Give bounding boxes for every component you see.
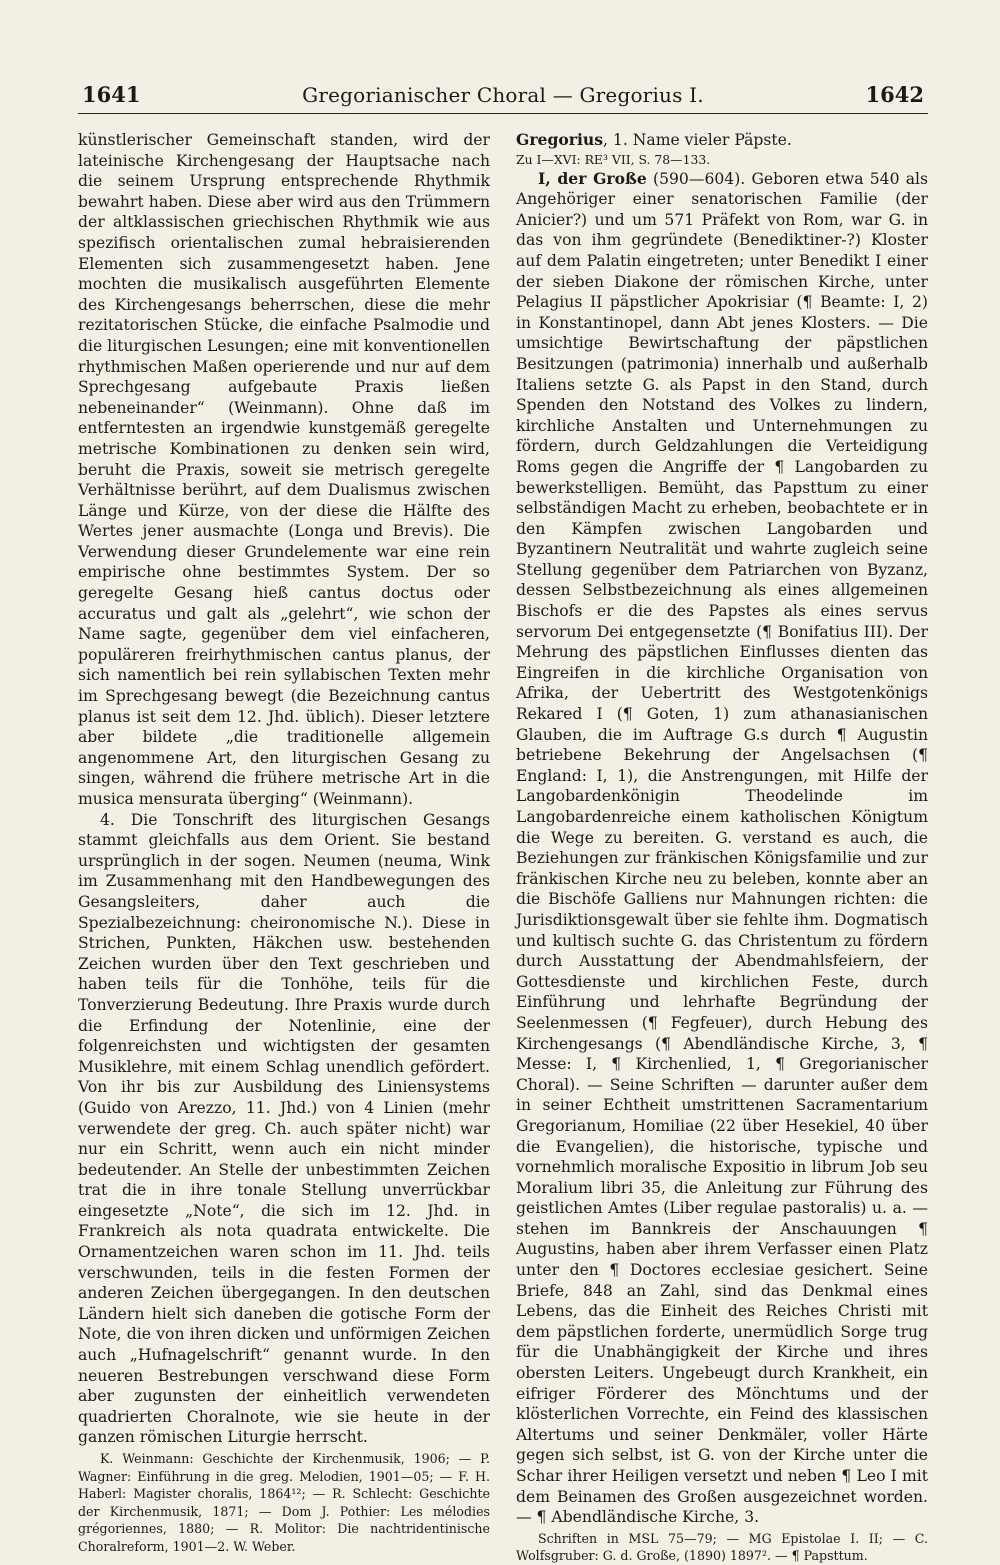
gregorius-i-heading: I, der Große <box>538 168 647 188</box>
right-column-number: 1642 <box>865 82 924 107</box>
gregorius-i-paragraph <box>516 169 928 1528</box>
running-head <box>78 82 928 114</box>
choral-bibliography: K. Weinmann: Geschichte der Kirchenmusik, 1906; — P. Wagner: Einführung in die greg. Melodien, 1901—05; — F. H. Haberl: Magister choralis, 1864¹²; — R. Schlecht: Geschichte der Kirchenmusik, 1871; — Dom J. Pothier: Les mélodies grégoriennes, 1880; — R. Molitor: Die nachtridentinische Choralreform, 1901—2. W. Weber. <box>78 1451 490 1554</box>
right-column <box>516 130 928 1565</box>
gregorius-entry-heading <box>516 130 928 151</box>
gregorius-i-text: (590—604). Geboren etwa 540 als Angehöriger einer senatorischen Familie (der Anicier?) und um 571 Präfekt von Rom, war G. in das von ihm gegründete (Benediktiner-?) Kloster auf dem Palatin eingetreten; unter Benedikt I einer der sieben Diakone der römischen Kirche, unter Pelagius II päpstlicher Apokrisiar (¶ Beamte: I, 2) in Konstantinopel, dann Abt jenes Klosters. — Die umsichtige Bewirtschaftung der päpstlichen Besitzungen (patrimonia) innerhalb und außerhalb Italiens setzte G. als Papst in den Stand, durch Spenden den Notstand des Volkes zu lindern, kirchliche Anstalten und Unternehmungen zu fördern, durch Geldzahlungen die Verteidigung Roms gegen die Angriffe der ¶ Langobarden zu bewerkstelligen. Bemüht, das Papsttum zu einer selbständigen Macht zu erheben, beobachtete er in den Kämpfen zwischen Langobarden und Byzantinern Neutralität und wahrte zugleich seine Stellung gegenüber dem Patriarchen von Byzanz, dessen Selbstbezeichnung als eines allgemeinen Bischofs er die des Papstes als eines servus servorum Dei entgegensetzte (¶ Bonifatius III). Der Mehrung des päpstlichen Einflusses dienten das Eingreifen in die kirchliche Organisation von Afrika, der Uebertritt des Westgotenkönigs Rekared I (¶ Goten, 1) zum athanasianischen Glauben, die im Auftrage G.s durch ¶ Augustin betriebene Bekehrung der Angelsachsen (¶ England: I, 1), die Anstrengungen, mit Hilfe der Langobardenkönigin Theodelinde im Langobardenreiche einem katholischen Königtum die Wege zu bereiten. G. verstand es auch, die Beziehungen zur fränkischen Königsfamilie und zur fränkischen Kirche neu zu beleben, konnte aber an die Bischöfe Galliens nur Mahnungen richten: die Jurisdiktionsgewalt über sie fehlte ihm. Dogmatisch und kultisch suchte G. das Christentum zu fördern durch Ausstattung der Abendmahlsfeiern, der Gottesdienste und kirchlichen Feste, durch Einführung und lehrhafte Begründung der Seelenmessen (¶ Fegfeuer), durch Hebung des Kirchengesangs (¶ Abendländische Kirche, 3, ¶ Messe: I, ¶ Kirchenlied, 1, ¶ Gregorianischer Choral). — Seine Schriften — darunter außer dem in seiner Echtheit umstrittenen Sacramentarium Gregorianum, Homiliae (22 über Hesekiel, 40 über die Evangelien), die historische, typische und vornehmlich moralische Expositio in librum Job seu Moralium libri 35, die Anleitung zur Führung des geistlichen Amtes (Liber regulae pastoralis) u. a. — stehen im Bannkreis der Anschauungen ¶ Augustins, haben aber ihrem Verfasser einen Platz unter den ¶ Doctores ecclesiae gesichert. Seine Briefe, 848 an Zahl, sind das Denkmal eines Lebens, das die Einheit des Reiches Christi mit dem päpstlichen forderte, unermüdlich Sorge trug für die Unabhängigkeit der Kirche und ihres obersten Leiters. Ungebeugt durch Krankheit, ein eifriger Förderer des Mönchtums und der klösterlichen Vorrechte, ein Feind des klassischen Altertums und seiner Denkmäler, voller Härte gegen sich selbst, ist G. von der Kirche unter die Schar ihrer Heiligen versetzt und neben ¶ Leo I mit dem Beinamen des Großen ausgezeichnet worden. — ¶ Abendländische Kirche, 3. <box>516 169 929 1527</box>
text-columns <box>78 130 928 1565</box>
entry-intro: , 1. Name vieler Päpste. <box>603 131 792 149</box>
running-title: Gregorianischer Choral — Gregorius I. <box>302 83 704 107</box>
entry-general-reference: Zu I—XVI: RE³ VII, S. 78—133. <box>516 151 711 167</box>
left-column <box>78 130 490 1565</box>
entry-title: Gregorius <box>516 130 604 149</box>
choral-paragraph-rhythm: künstlerischer Gemeinschaft standen, wird der lateinische Kirchengesang der Hauptsache nach die seinem Ursprung entsprechende Rhythmik bewahrt haben. Diese aber wird aus den Trümmern der altklassischen griechischen Rhythmik wie aus spezifisch orientalischen zumal hebraisierenden Elementen sich zusammengesetzt haben. Jene mochten die musikalisch ausgeführten Elemente des Kirchengesangs beherrschen, diese die mehr rezitatorischen Stücke, die einfache Psalmodie und die liturgischen Lesungen; eine mit konventionellen rhythmischen Maßen operierende und nur auf dem Sprechgesang aufgebaute Praxis ließen nebeneinander“ (Weinmann). Ohne daß im entferntesten an irgendwie kunstgemäß geregelte metrische Kombinationen zu denken sein wird, beruht die Praxis, soweit sie metrisch geregelte Verhältnisse berührt, auf dem Dualismus zwischen Länge und Kürze, von der diese die Hälfte des Wertes jener ausmachte (Longa und Brevis). Die Verwendung dieser Grundelemente war eine rein empirische ohne bestimmtes System. Der so geregelte Gesang hieß cantus doctus oder accuratus und galt als „gelehrt“, wie schon der Name sagte, gegenüber dem viel einfacheren, populäreren freirhythmischen cantus planus, der sich namentlich bei rein syllabischen Texten mehr im Sprechgesang bewegt (die Bezeichnung cantus planus ist seit dem 12. Jhd. üblich). Dieser letztere aber bildete „die traditionelle allgemein angenommene Art, den liturgischen Gesang zu singen, während die frühere metrische Art in die musica mensurata überging“ (Weinmann). <box>78 131 490 808</box>
gregorius-bibliography: Schriften in MSL 75—79; — MG Epistolae I. II; — C. Wolfsgruber: G. d. Große, (1890) 1897². — ¶ Papsttum. <box>516 1530 928 1564</box>
choral-paragraph-notation: 4. Die Tonschrift des liturgischen Gesangs stammt gleichfalls aus dem Orient. Sie bestand ursprünglich in der sogen. Neumen (neuma, Wink im Zusammenhang mit den Handbewegungen des Gesangsleiters, daher auch die Spezialbezeichnung: cheironomische N.). Diese in Strichen, Punkten, Häkchen usw. bestehenden Zeichen wurden über den Text geschrieben und haben teils für die Tonhöhe, teils für die Tonverzierung Bedeutung. Ihre Praxis wurde durch die Erfindung der Notenlinie, eine der folgenreichsten und wichtigsten der gesamten Musiklehre, mit einem Schlag unendlich gefördert. Von ihr bis zur Ausbildung des Liniensystems (Guido von Arezzo, 11. Jhd.) von 4 Linien (mehr verwendete der greg. Ch. auch später nicht) war nur ein Schritt, wenn auch ein nicht minder bedeutender. An Stelle der unbestimmten Zeichen trat die in ihre tonale Stellung unverrückbar eingesetzte „Note“, die sich im 12. Jhd. in Frankreich als nota quadrata entwickelte. Die Ornamentzeichen waren schon im 11. Jhd. teils verschwunden, teils in die festen Formen der anderen Zeichen übergegangen. In den deutschen Ländern hielt sich daneben die gotische Form der Note, die von ihren dicken und unförmigen Zeichen auch „Hufnagelschrift“ genannt wurde. In den neueren Bestrebungen verschwand diese Form aber zugunsten der einheitlich verwendeten quadrierten Choralnote, wie sie heute in der ganzen römischen Liturgie herrscht. <box>78 810 490 1447</box>
left-column-number: 1641 <box>82 82 141 107</box>
